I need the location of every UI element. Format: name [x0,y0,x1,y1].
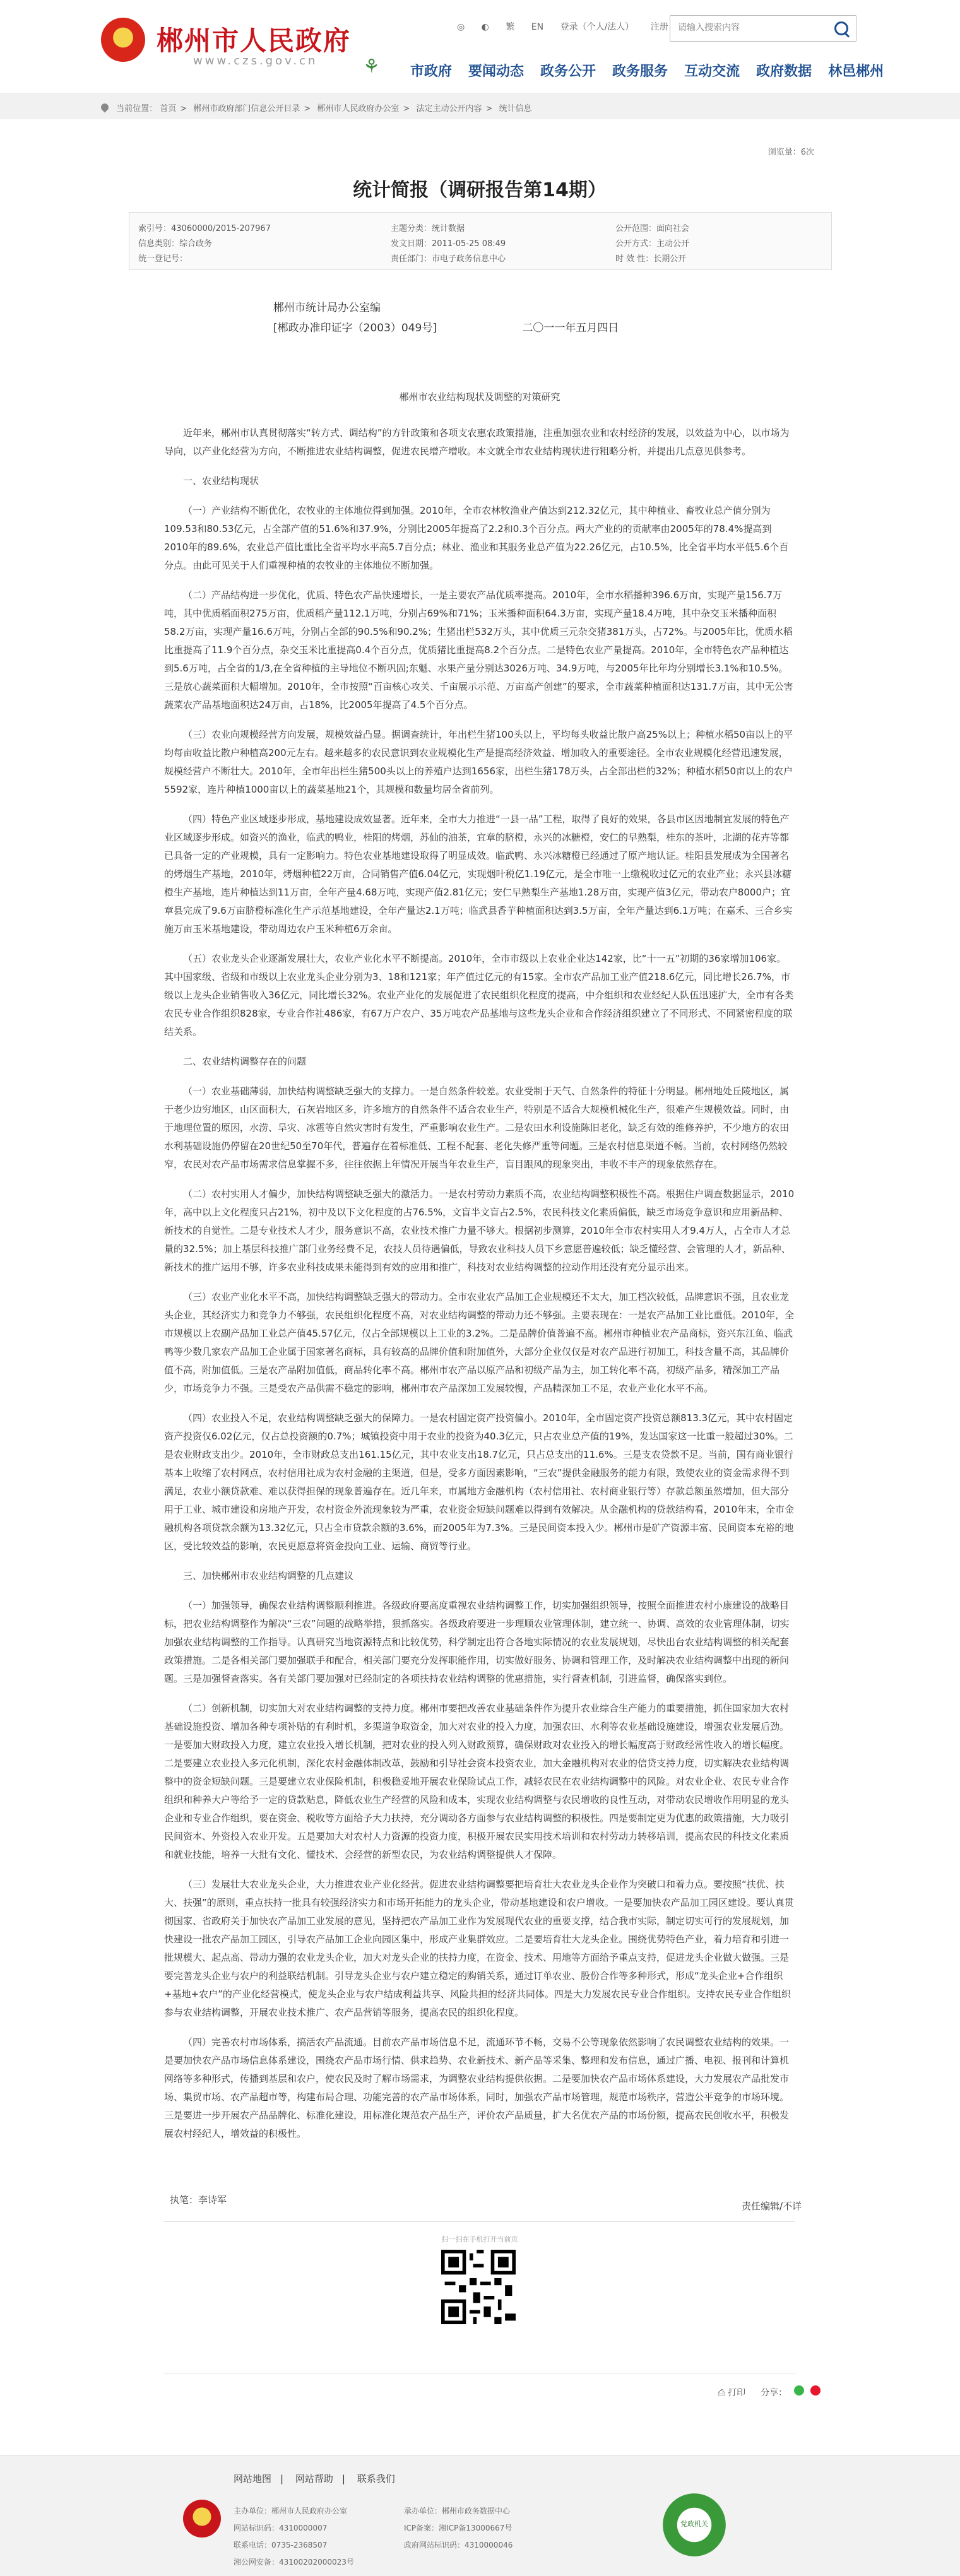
paragraph: （三）农业向规模经营方向发展，规模效益凸显。据调查统计，年出栏生猪100头以上，平均每头收益比散户高25%以上；种植水稻50亩以上的平均每亩收益比散户种植高200元左右。越来越多的农民意识到农业规模化生产是提高经济效益、增加收入的重要途径。全市农业规模化经营迅速发展，规模经营户不断壮大。2010年，全市年出栏生猪500头以上的养殖户达到1656家，出栏生猪178万头，占全部出栏的32%；种植水稻50亩以上的农户5592家，连片种植1000亩以上的蔬菜基地21个，其规模和数量均居全省前列。 [164,729,793,795]
share-bar: 分享： [761,2385,821,2399]
wechat-share-icon[interactable] [794,2385,804,2396]
nav-item-services[interactable]: 政务服务 [612,64,668,80]
breadcrumb-label: 当前位置： [116,104,158,114]
footer-separator: | [341,2473,345,2484]
paragraph: （四）农业投入不足，农业结构调整缺乏强大的保障力。一是农村固定资产投资偏小。2010年，全市固定资产投资总额813.3亿元，其中农村固定资产投资仅6.02亿元，仅占总投资额的0.7%；城镇投资中用于农业的投资为40.3亿元，只占农业总产值的19%，发达国家这一比重一般超过30%。二是农业财政支出少。2010年，全市财政总支出161.15亿元，其中农业支出18.7亿元，只占总支出的11.6%。三是支农贷款不足。当前，国有商业银行基本上收缩了农村网点，农村信用社成为农村金融的主渠道，但是，受多方面因素影响，“三农”提供金融服务的能力有限，致使农业的资金需求得不到满足，农业小额贷款难、难以获得担保的现象普遍存在。近几年来，市属地方金融机构（农村信用社、农村商业银行等）存款总额虽然增加，但大部分用于工业、城市建设和房地产开发，农村资金外流现象较为严重，农业资金短缺问题难以得到有效解决。从金融机构的贷款结构看，2010年末，全市金融机构各项贷款余额为13.32亿元，只占全市贷款余额的3.6%，而2005年为7.3%。三是民间资本投入少。郴州市是矿产资源丰富、民间资本充裕的地区，受比较效益的影响，农民更愿意将资金投向工业、运输、商贸等行业。 [164,1412,795,1552]
footer-separator: | [280,2473,284,2484]
paragraph: （五）农业龙头企业逐渐发展壮大，农业产业化水平不断提高。2010年，全市市级以上农业企业达142家，比“十一五”初期的36家增加106家。其中国家级、省级和市级以上农业龙头企业分别为3、18和121家；年产值过亿元的有15家。全市农产品加工业产值218.6亿元，同比增长26.7%，市级以上龙头企业销售收入36亿元，同比增长32%。农业产业化的发展促进了农民组织化程度的提高，中介组织和农业经纪人队伍迅速扩大，全市有各类农民专业合作组织828家，专业合作社486家，有67万户农户、35万吨农产品基地与这些龙头企业和合作经济组织建立了不同形式、不同紧密程度的联结关系。 [164,953,794,1037]
paragraph: （四）特色产业区域逐步形成，基地建设成效显著。近年来，全市大力推进“一县一品”工程，取得了良好的效果，各县市区因地制宜发展的特色产业区域逐步形成。如资兴的渔业，临武的鸭业，桂阳的烤烟，苏仙的油茶，宜章的脐橙，永兴的冰糖橙，安仁的早熟梨，桂东的茶叶，北湖的花卉等都已具备一定的产业规模，具有一定影响力。特色农业基地建设取得了明显成效。临武鸭、永兴冰糖橙已经通过了原产地认证。桂阳县发展成为全国著名的烤烟生产基地，2010年，烤烟种植22万亩，合同销售产值6.04亿元，实现烟叶税亿1.19亿元，是全市唯一上缴税收过亿元的农业产业；永兴县冰糖橙生产基地，连片种植达到11万亩，全年产量4.68万吨，实现产值2.81亿元；安仁早熟梨生产基地1.28万亩，实现产值3亿元，带动农户8000户；宜章县完成了9.6万亩脐橙标准化生产示范基地建设，全年产量达2.1万吨；临武县香芋种植面积达到3.5万亩，全年产量达到6.1万吨；在嘉禾、三合乡实施万亩玉米基地建设，带动周边农户玉米种植6万余亩。 [164,813,793,935]
location-icon [100,102,110,113]
divider [164,2221,795,2222]
gov-site-badge-icon[interactable] [663,2493,726,2556]
footer-link-sitemap[interactable]: 网站地图 [234,2473,272,2484]
doc-number: [郴政办准印证字（2003）049号] [273,322,437,334]
breadcrumb-office[interactable]: 郴州市人民政府办公室 [317,104,400,114]
search-icon[interactable] [834,21,848,35]
accessibility-icon[interactable]: ◎ [457,22,465,32]
meta-validity: 时 效 性：长期公开 [615,254,687,264]
article [101,126,858,2442]
breadcrumb-separator: > [485,104,493,114]
site-name[interactable]: 郴州市人民政府 [157,25,352,56]
paragraph: （二）创新机制，切实加大对农业结构调整的支持力度。郴州市要把改善农业基础条件作为提升农业综合生产能力的重要措施，抓住国家加大农村基础设施投资、增加各种专项补贴的有利时机，多渠道争取资金，加大对农业的投入力度，加强农田、水利等农业基础设施建设，增强农业发展后劲。一是要加大财政投入力度，建立农业投入增长机制，把对农业的投入列入财政预算，确保财政对农业投入的增长幅度高于财政经常性收入的增长幅度。二是要建立农业投入多元化机制，深化农村金融体制改革，鼓励和引导社会资本投资农业，加大金融机构对农业的信贷支持力度，切实解决农业结构调整中的资金短缺问题。三是要建立农业保险机制，积极稳妥地开展农业保险试点工作，减轻农民在农业结构调整中的风险。对农业企业、农民专业合作组织和种养大户等给予一定的贷款贴息，降低农业生产经营的风险和成本，实现农业结构调整与农民增收的良性互动，对带动农民增收作用明显的龙头企业和专业合作组织，要在资金、税收等方面给予大力扶持，充分调动各方面参与农业结构调整的积极性。四是要制定更为优惠的政策措施，大力吸引民间资本、外资投入农业开发。五是要加大对农村人力资源的投资力度，积极开展农民实用技术培训和农村劳动力转移培训，提高农民的科技文化素质和就业技能，培养一大批有文化、懂技术、会经营的新型农民，为农业结构调整提供人才保障。 [164,1703,790,1860]
national-emblem-icon[interactable]: ★ [101,18,145,62]
article-title: 统计简报（调研报告第14期） [353,179,607,201]
paragraph: （一）加强领导，确保农业结构调整顺利推进。各级政府要高度重视农业结构调整工作，切实加强组织领导，按照全面推进农村小康建设的战略目标，把农业结构调整作为解决“三农”问题的战略举措，狠抓落实。各级政府要进一步理顺农业管理体制，建立统一、协调、高效的农业管理体制，切实加强农业结构调整的工作指导。认真研究当地资源特点和比较优势，科学制定出符合各地实际情况的农业发展规划，尽快出台农业结构调整的相关配套政策措施。二是各相关部门要加强联手和配合，相关部门要充分发挥职能作用，切实做好服务、协调和管理工作，及时解决农业结构调整中出现的新问题。三是加强督查落实。各有关部门要加强对已经制定的各项扶持农业结构调整的优惠措施，实行督查机制，引进监督，确保落实到位。 [164,1600,790,1684]
report-subtitle: 郴州市农业结构现状及调整的对策研究 [399,391,560,403]
doc-issue-line [273,318,619,338]
author: 执笔：李诗军 [170,2194,227,2206]
search-box [670,15,856,42]
traditional-chinese-link[interactable]: 繁 [506,22,515,32]
paragraph: （二）农村实用人才偏少，加快结构调整缺乏强大的激活力。一是农村劳动力素质不高，农业结构调整积极性不高。根据住户调查数据显示，2010年，高中以上文化程度只占21%，初中及以下文化程度的占76.5%，文盲半文盲占2.5%，农民科技文化素质偏低，缺乏市场竞争意识和应用新品种、新技术的自觉性。二是专业技术人才少，服务意识不高，农业技术推广力量不够大。根据初步测算，2010年全市农村实用人才9.4万人，占全市人才总量的32.5%；加上基层科技推广部门业务经费不足，农技人员待遇偏低，导致农业科技人员下乡意愿普遍较低；缺乏懂经营、会管理的人才，新品种、新技术的推广运用不够，许多农业科技成果未能得到有效的应用和推广，科技对农业结构调整的拉动作用还没有充分显示出来。 [164,1188,795,1273]
footer-link-contact[interactable]: 联系我们 [357,2473,395,2484]
nav-item-interaction[interactable]: 互动交流 [684,64,740,80]
issuer-block [273,298,619,338]
footer-site-id: 网站标识码：4310000007 [234,2524,328,2532]
paragraph: （一）产业结构不断优化，农牧业的主体地位得到加强。2010年，全市农林牧渔业产值达到212.32亿元，其中种植业、畜牧业总产值分别为109.53和80.53亿元，占全部产值的51.6%和37.9%，分别比2005年提高了2.2和0.3个百分点。两大产业的的贡献率由2005年的78.4%提高到2010年的89.6%，农业总产值比重比全省平均水平高5.7百分点；林业、渔业和其服务业总产值为22.26亿元，占10.5%，比全省平均水平低5.6个百分点。由此可见关于人们重视种植的农牧业的主体地位不断加强。 [164,505,789,571]
party-emblem-icon[interactable] [183,2500,221,2538]
paragraph: （三）发展壮大农业龙头企业，大力推进农业产业化经营。促进农业结构调整要把培育壮大农业龙头企业作为突破口和着力点。要按照“扶优、扶大、扶强”的原则，重点扶持一批具有较强经济实力和市场开拓能力的龙头企业，带动基地建设和农户增收。一是要加快农产品加工园区建设。要认真贯彻国家、省政府关于加快农产品加工业发展的意见，坚持把农产品加工业作为发展现代农业的重要支撑，结合我市实际，制定切实可行的发展规划，加快建设一批农产品加工园区，引导农产品加工企业向园区集中，形成产业集群效应。二是要培育壮大龙头企业。围绕优势特色产业，着力培育和引进一批规模大、起点高、带动力强的农业龙头企业，加大对龙头企业的扶持力度，在资金、技术、用地等方面给予重点支持，促进龙头企业做大做强。三是要完善龙头企业与农户的利益联结机制。引导龙头企业与农户建立稳定的购销关系，通过订单农业、股份合作等多种形式，形成“龙头企业+合作组织+基地+农户”的产业化经营模式，使龙头企业与农户结成利益共享、风险共担的经济共同体。四是大力发展农民专业合作组织。支持农民专业合作组织参与农业结构调整，开展农业技术推广、农产品营销等服务，提高农民的组织化程度。 [164,1879,794,2018]
meta-index: 索引号：43060000/2015-207967 [138,224,271,233]
section-heading: 三、加快郴州市农业结构调整的几点建议 [183,1570,354,1581]
search-input[interactable] [670,16,831,40]
main-nav [410,61,884,80]
breadcrumb-home[interactable]: 首页 [160,104,177,114]
responsible-editor: 责任编辑/不详 [741,2201,802,2212]
footer-info-right [404,2503,513,2554]
top-links [457,20,682,33]
view-count: 浏览量：6次 [767,148,814,157]
footer-phone: 联系电话：0735-2368507 [234,2541,328,2549]
paragraph: （三）农业产业化水平不高，加快结构调整缺乏强大的带动力。全市农业农产品加工企业规模还不太大，加工档次较低，品牌意识不强，且农业龙头企业，其经济实力和竞争力不够强，农民组织化程度不高，对农业结构调整的带动力还不够强。主要表现在：一是农产品加工业比重低。2010年，全市规模以上农副产品加工业总产值45.57亿元，仅占全部规模以上工业的3.2%。二是品牌价值普遍不高。郴州市种植业农产品商标，资兴东江鱼、临武鸭等少数几家农产品加工企业属于国家著名商标，具有较高的品牌价值和附加值外，大部分企业仅仅是对农产品进行初加工，科技含量不高，其品牌价值不高，附加值低。三是农产品附加值低，商品转化率不高。郴州市农产品以原产品和初级产品为主，加工转化率不高，初级产品多，精深加工产品少，市场竞争力不强。三是受农产品供需不稳定的影响，郴州市农产品深加工发展较慢，产品精深加工不足，农业产业化水平不高。 [164,1291,795,1394]
article-tools [718,2385,821,2399]
paragraph: （四）完善农村市场体系，搞活农产品流通。目前农产品市场信息不足，流通环节不畅，交易不公等现象依然影响了农民调整农业结构的效果。一是要加快农产品市场信息体系建设，围绕农产品市场行情、供求趋势、农业新技术、新产品等采集、整理和发布信息，通过广播、电视、报刊和计算机网络等多种形式，传播到基层和农户，使农民及时了解市场需求，为调整农业结构提供依据。二是要加快农产品市场体系建设，大力发展农产品批发市场、集贸市场、农产品超市等，构建布局合理、功能完善的农产品市场体系，同时，加强农产品市场管理，规范市场秩序，营造公平竞争的市场环境。三是要进一步开展农产品品牌化、标准化建设，用标准化规范农产品生产，评价农产品质量，扩大名优农产品的市场份额，提高农民创收水平，积极发展农村经纪人，增效益的积极性。 [164,2036,790,2139]
nav-item-public-info[interactable]: 政务公开 [540,64,596,80]
login-link[interactable]: 登录（个人/法人） [560,22,634,32]
meta-category: 信息类别：综合政务 [138,239,213,249]
nav-logo-icon: ⚘ [363,56,380,78]
breadcrumb-separator: > [180,104,187,114]
nav-item-chenzhou[interactable]: 林邑郴州 [828,64,884,80]
meta-responsible: 责任部门：市电子政务信息中心 [391,254,506,264]
paragraph: 近年来，郴州市认真贯彻落实“转方式、调结构”的方针政策和各项支农惠农政策措施，注重加强农业和农村经济的发展，以效益为中心，以市场为导向，以产业化经营为方向，不断推进农业结构调整，促进农民增产增收。本文就全市农业结构现状进行粗略分析，并提出几点意见供参考。 [164,427,790,457]
footer-host: 主办单位：郴州市人民政府办公室 [234,2507,348,2515]
breadcrumb-separator: > [403,104,410,114]
print-button[interactable]: ⎙ 打印 [718,2387,746,2398]
breadcrumb-dept-directory[interactable]: 郴州市政府部门信息公开目录 [193,104,300,114]
meta-method: 公开方式：主动公开 [615,239,690,249]
meta-date: 发文日期：2011-05-25 08:49 [391,239,506,249]
breadcrumb [101,102,532,114]
footer-gov-site-id: 政府网站标识码：4310000046 [404,2541,513,2549]
breadcrumb-separator: > [304,104,311,114]
elder-mode-icon[interactable]: ◐ [481,22,489,32]
paragraph: （二）产品结构进一步优化，优质、特色农产品快速增长，一是主要农产品优质率提高。2010年，全市水稻播种396.6万亩，实现产量156.7万吨，其中优质稻面积275万亩，优质稻产量112.1万吨，分别占69%和71%；玉米播种面积64.3万亩，实现产量18.4万吨，其中杂交玉米播种面积58.2万亩，实现产量16.6万吨，分别占全部的90.5%和90.2%；生猪出栏532万头，其中优质三元杂交猪381万头，占72%。与2005年比，优质水稻比重提高了11.9个百分点，杂交玉米比重提高0.4个百分点，优质猪比重提高8.2个百分点。二是特色农业产量提高。2010年，全市特色农产品种植达到5.6万吨，占全省的1/3,在全省种植的主导地位不断巩固;东魁、水果产量分别达3026万吨、34.9万吨，与2005年比年均分别增长3.1%和10.5%。三是放心蔬菜面积大幅增加。2010年，全市按照“百亩核心攻关、千亩展示示范、万亩高产创建”的要求，全市蔬菜种植面积达131.7万亩，其中无公害蔬菜农产品基地面积达24万亩，占18%，比2005年提高了4.5个百分点。 [164,589,793,711]
article-body [164,424,795,2154]
nav-item-news[interactable]: 要闻动态 [468,64,524,80]
footer-police-record[interactable]: 湘公网安备：43100202000023号 [234,2558,354,2567]
qr-caption: 扫一扫在手机打开当前页 [441,2235,518,2243]
nav-item-data[interactable]: 政府数据 [756,64,812,80]
breadcrumb-statistics[interactable]: 统计信息 [499,104,532,114]
paragraph: （一）农业基础薄弱，加快结构调整缺乏强大的支撑力。一是自然条件较差。农业受制于天气、自然条件的特征十分明显。郴州地处丘陵地区，属于老少边穷地区，山区面积大，石灰岩地区多，许多地方的自然条件不适合农业生产，特别是不适合大规模机械化生产，很难产生规模效益。同时，由于地理位置的原因，水涝、旱灾、冰雹等自然灾害时有发生，严重影响农业生产。二是农田水利设施陈旧老化，缺乏有效的维修养护，不少地方的农田水利基础设施仍停留在20世纪50至70年代，普遍存在着标准低、工程不配套、老化失修严重等问题。三是农村信息渠道不畅。当前，农村网络仍然较窄，农民对农产品市场需求信息掌握不多，往往依据上年情况开展当年农业生产，盲目跟风的现象突出，丰收不丰产的现象依然存在。 [164,1085,790,1170]
footer-info-left [234,2503,354,2571]
footer-links [234,2472,404,2485]
footer-icp[interactable]: ICP备案：湘ICP备13000667号 [404,2524,513,2532]
site-url: www.czs.gov.cn [193,54,318,68]
issue-date: 二〇一一年五月四日 [522,322,619,334]
breadcrumb-statutory[interactable]: 法定主动公开内容 [416,104,482,114]
section-heading: 一、农业结构现状 [183,475,259,487]
badge-text: 党政机关 [680,2520,708,2528]
meta-doc-number: 统一登记号： [138,254,188,264]
meta-scope: 公开范围：面向社会 [615,224,690,233]
site-footer [0,2455,960,2576]
footer-link-help[interactable]: 网站帮助 [295,2473,333,2484]
qr-code-icon [441,2250,516,2324]
metadata-box [129,212,832,270]
breadcrumb-bar [0,93,960,119]
nav-item-government[interactable]: 市政府 [410,64,453,80]
weibo-share-icon[interactable] [810,2385,821,2396]
issuer: 郴州市统计局办公室编 [273,302,381,314]
section-heading: 二、农业结构调整存在的问题 [183,1056,307,1067]
printer-icon: ⎙ [718,2387,728,2398]
english-link[interactable]: EN [531,22,544,32]
site-header [0,0,960,93]
meta-topic: 主题分类：统计数据 [391,224,465,233]
register-link[interactable]: 注册 [650,22,668,32]
footer-organizer: 承办单位：郴州市政务数据中心 [404,2507,511,2515]
